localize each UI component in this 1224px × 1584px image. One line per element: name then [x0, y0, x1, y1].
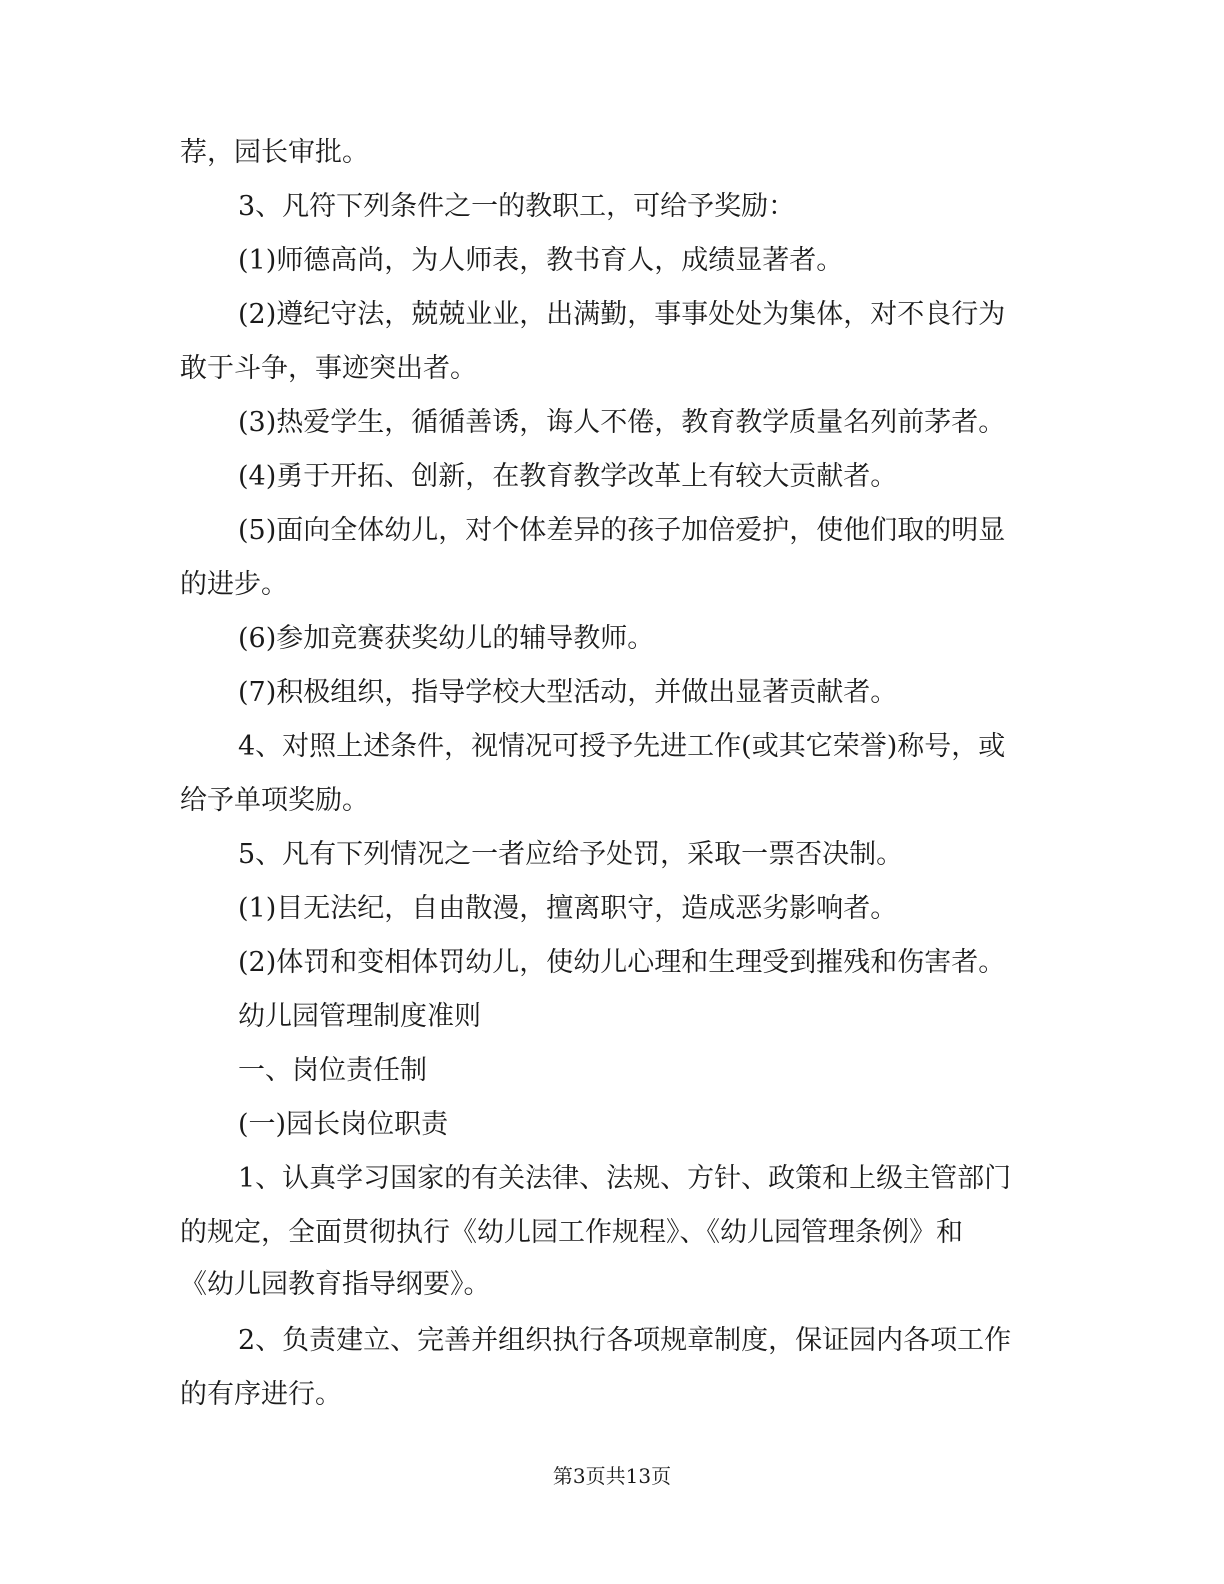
text-line: (3)热爱学生，循循善诱，诲人不倦，教育教学质量名列前茅者。: [238, 407, 1006, 438]
text-line: (4)勇于开拓、创新，在教育教学改革上有较大贡献者。: [238, 461, 898, 492]
text-line: 给予单项奖励。: [180, 785, 369, 816]
text-line: (2)遵纪守法，兢兢业业，出满勤，事事处处为集体，对不良行为: [238, 299, 1006, 330]
page-number: 第3页共13页: [552, 1464, 672, 1488]
text-line: 的规定，全面贯彻执行《幼儿园工作规程》、《幼儿园管理条例》和: [180, 1217, 963, 1248]
text-line: (2)体罚和变相体罚幼儿，使幼儿心理和生理受到摧残和伤害者。: [238, 947, 1006, 978]
section-heading: 幼儿园管理制度准则: [238, 1001, 481, 1032]
section-heading: 一、岗位责任制: [238, 1055, 427, 1086]
text-line: 4、对照上述条件，视情况可授予先进工作(或其它荣誉)称号，或: [238, 731, 1006, 762]
text-line: (1)目无法纪，自由散漫，擅离职守，造成恶劣影响者。: [238, 893, 898, 924]
text-line: 2、负责建立、完善并组织执行各项规章制度，保证园内各项工作: [238, 1325, 1012, 1356]
text-line: 的进步。: [180, 569, 288, 600]
text-line: 1、认真学习国家的有关法律、法规、方针、政策和上级主管部门: [238, 1163, 1012, 1194]
text-line: 3、凡符下列条件之一的教职工，可给予奖励：: [238, 191, 796, 222]
text-line: 的有序进行。: [180, 1379, 342, 1410]
text-line: (1)师德高尚，为人师表，教书育人，成绩显著者。: [238, 245, 844, 276]
text-line: 《幼儿园教育指导纲要》。: [180, 1269, 491, 1300]
section-heading: (一)园长岗位职责: [238, 1109, 449, 1140]
text-line: (6)参加竞赛获奖幼儿的辅导教师。: [238, 623, 655, 654]
text-line: 荐，园长审批。: [180, 137, 369, 168]
text-line: 敢于斗争，事迹突出者。: [180, 353, 477, 384]
text-line: (5)面向全体幼儿，对个体差异的孩子加倍爱护，使他们取的明显: [238, 515, 1006, 546]
text-line: 5、凡有下列情况之一者应给予处罚，采取一票否决制。: [238, 839, 904, 870]
text-line: (7)积极组织，指导学校大型活动，并做出显著贡献者。: [238, 677, 898, 708]
